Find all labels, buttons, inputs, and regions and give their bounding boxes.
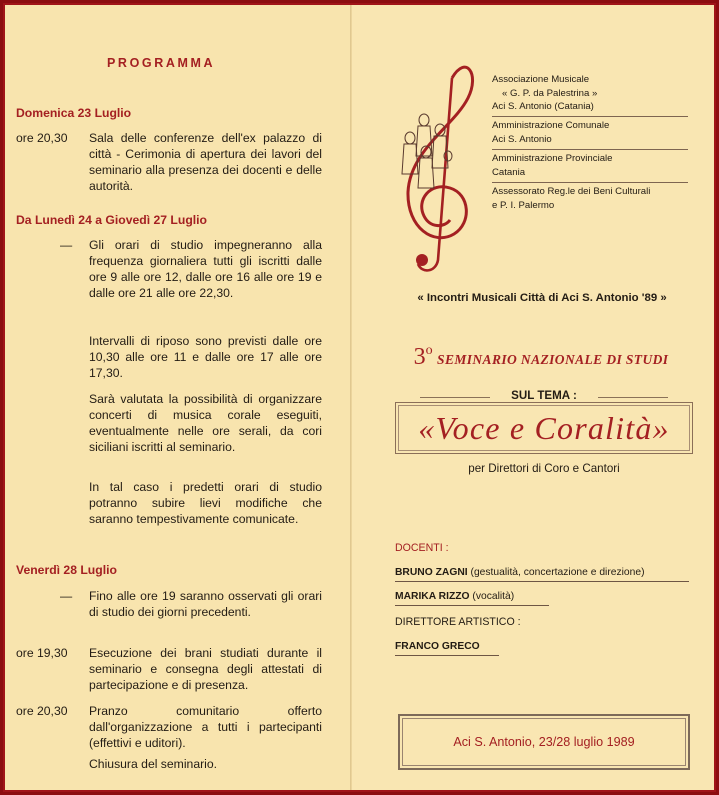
organizer-block xyxy=(492,152,613,179)
entry-text: Gli orari di studio impegneranno alla frequenza giornaliera tutti gli iscritti dalle ore 9 alle ore 12, dalle ore 16 alle ore 19 e dalle ore 21 alle ore 22,30. xyxy=(89,238,322,301)
place-date-box xyxy=(398,714,690,770)
schedule-entry xyxy=(16,703,322,753)
organizer-line: Assessorato Reg.le dei Beni Culturali xyxy=(492,186,651,197)
entry-time: ore 20,30 xyxy=(16,704,68,718)
schedule-entry xyxy=(16,237,322,323)
seminar-number: 3 xyxy=(413,344,426,370)
divider xyxy=(492,116,688,117)
direttore-label: DIRETTORE ARTISTICO : xyxy=(395,616,521,628)
organizer-line: Amministrazione Comunale xyxy=(492,120,610,131)
docente-role: (gestualità, concertazione e direzione) xyxy=(470,567,645,578)
seminar-label: SEMINARIO NAZIONALE DI STUDI xyxy=(437,352,669,367)
place-date: Aci S. Antonio, 23/28 luglio 1989 xyxy=(453,735,635,749)
schedule-entry xyxy=(16,645,322,695)
organizer-line: « G. P. da Palestrina » xyxy=(502,87,598,99)
day-heading-friday: Venerdì 28 Luglio xyxy=(16,563,117,577)
organizer-line: Associazione Musicale xyxy=(492,74,590,85)
day-heading-weekdays: Da Lunedì 24 a Giovedì 27 Luglio xyxy=(16,213,207,227)
direttore-name: FRANCO GRECO xyxy=(395,641,480,652)
direttore-line xyxy=(395,641,485,654)
entry-text: Chiusura del seminario. xyxy=(89,757,218,771)
schedule-entry xyxy=(16,130,322,196)
entry-text: Pranzo comunitario offerto dall'organizzazione a tutti i partecipanti (effettivi e uditori). xyxy=(89,704,322,751)
docente-role: (vocalità) xyxy=(472,591,515,602)
entry-text: Esecuzione dei brani studiati durante il seminario e consegna degli attestati di partecipazione e di presenza. xyxy=(89,646,322,693)
docenti-label: DOCENTI : xyxy=(395,542,449,554)
sul-tema-label: SUL TEMA : xyxy=(396,389,692,405)
entry-text: Sarà valutata la possibilità di organizzare concerti di musica corale eseguiti, eventualmente nelle ore serali, da cori siciliani iscritti al seminario. xyxy=(89,392,322,455)
entry-text: Fino alle ore 19 saranno osservati gli orari di studio dei giorni precedenti. xyxy=(89,589,322,620)
entry-time: ore 20,30 xyxy=(16,131,68,145)
organizer-block xyxy=(492,185,650,212)
organizer-block xyxy=(492,119,609,146)
entry-text: Sala delle conferenze dell'ex palazzo di città - Cerimonia di apertura dei lavori del seminario alla presenza dei docenti e delle autorità. xyxy=(89,131,322,194)
organizer-line: Amministrazione Provinciale xyxy=(492,153,613,164)
programma-title: PROGRAMMA xyxy=(107,56,216,70)
audience-line: per Direttori di Coro e Cantori xyxy=(468,462,620,475)
entry-text: In tal caso i predetti orari di studio potranno subire lievi modifiche che saranno tempestivamente comunicate. xyxy=(89,480,322,527)
schedule-entry xyxy=(16,756,316,774)
entry-dash: — xyxy=(60,589,73,603)
organizer-block xyxy=(492,73,597,114)
docente-line xyxy=(395,591,535,604)
treble-clef-choir-logo-icon xyxy=(382,60,482,280)
docente-name: BRUNO ZAGNI xyxy=(395,567,468,578)
docente-line xyxy=(395,567,675,580)
event-series-title: « Incontri Musicali Città di Aci S. Antonio '89 » xyxy=(417,292,667,304)
entry-text: Intervalli di riposo sono previsti dalle ore 10,30 alle ore 11 e dalle ore 17 alle ore 17,30. xyxy=(89,334,322,381)
seminar-heading xyxy=(376,343,706,371)
theme-box xyxy=(395,402,693,454)
organizer-line: Catania xyxy=(492,166,526,178)
entry-time: ore 19,30 xyxy=(16,646,68,660)
entry-dash: — xyxy=(60,238,73,252)
organizer-line: e P. I. Palermo xyxy=(492,199,555,211)
brochure-page xyxy=(3,3,716,792)
schedule-entry xyxy=(16,333,322,383)
organizer-line: Aci S. Antonio xyxy=(492,133,552,145)
schedule-entry xyxy=(16,588,322,638)
schedule-entry xyxy=(16,479,322,545)
seminar-ordinal: o xyxy=(425,343,433,358)
day-heading-sunday: Domenica 23 Luglio xyxy=(16,106,132,120)
title-panel xyxy=(352,5,714,790)
docente-name: MARIKA RIZZO xyxy=(395,591,470,602)
divider xyxy=(492,149,688,150)
theme-title: «Voce e Coralità» xyxy=(418,410,670,446)
divider xyxy=(492,182,688,183)
programma-panel xyxy=(5,5,350,790)
organizer-line: Aci S. Antonio (Catania) xyxy=(492,101,594,112)
schedule-entry xyxy=(16,391,322,473)
